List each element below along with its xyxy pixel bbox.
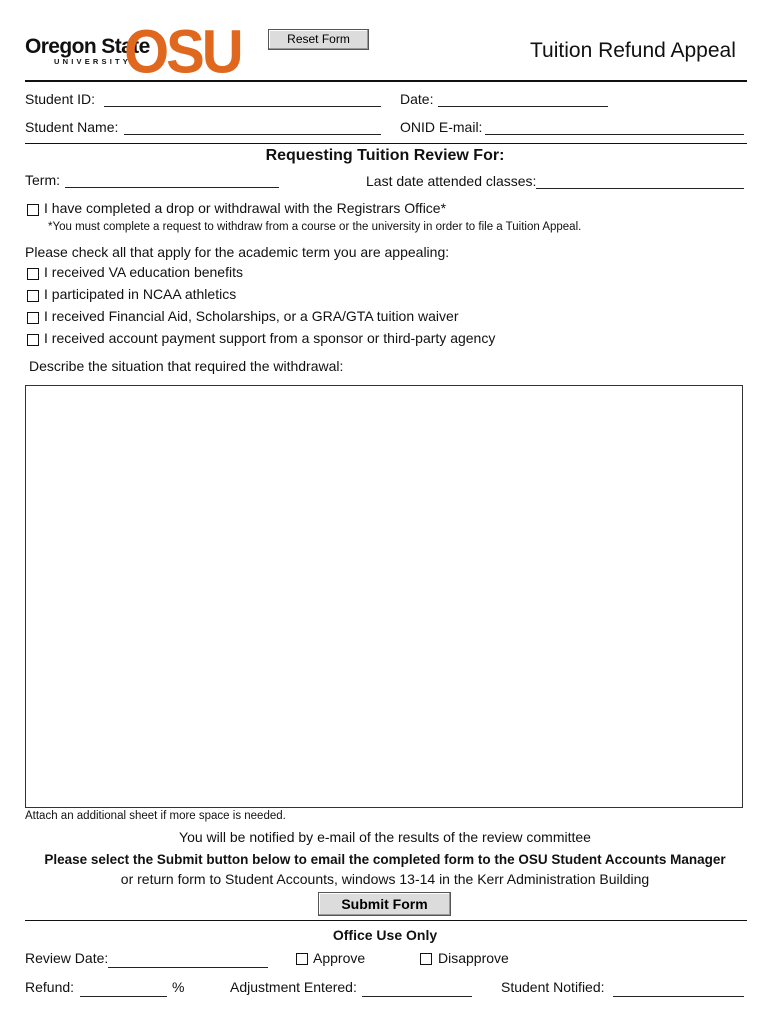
student-name-label: Student Name: <box>25 119 119 135</box>
withdrawal-checkbox[interactable] <box>27 204 39 216</box>
financial-aid-checkbox[interactable] <box>27 312 39 324</box>
onid-email-field[interactable] <box>485 134 744 135</box>
approve-label: Approve <box>313 950 366 966</box>
term-label: Term: <box>25 172 60 188</box>
disapprove-label: Disapprove <box>438 950 509 966</box>
header-divider <box>25 80 747 82</box>
office-divider <box>25 920 747 921</box>
sponsor-support-checkbox[interactable] <box>27 334 39 346</box>
withdrawal-check-label: I have completed a drop or withdrawal with the Registrars Office* <box>44 200 447 216</box>
term-field[interactable] <box>65 187 279 188</box>
description-textarea[interactable] <box>25 385 743 808</box>
onid-email-label: ONID E-mail: <box>400 119 483 135</box>
student-notified-label: Student Notified: <box>501 979 605 995</box>
office-heading: Office Use Only <box>332 927 438 943</box>
last-date-field[interactable] <box>536 188 744 189</box>
date-label: Date: <box>400 91 434 107</box>
disapprove-checkbox[interactable] <box>420 953 432 965</box>
checklist-item: I received account payment support from a sponsor or third-party agency <box>44 330 496 346</box>
section-divider <box>25 143 747 144</box>
notify-text: You will be notified by e-mail of the results of the review committee <box>179 829 591 845</box>
withdrawal-note: *You must complete a request to withdraw from a course or the university in order to file a Tuition Appeal. <box>48 221 582 233</box>
approve-checkbox[interactable] <box>296 953 308 965</box>
va-benefits-checkbox[interactable] <box>27 268 39 280</box>
logo-wordmark: Oregon State <box>25 35 150 58</box>
last-date-label: Last date attended classes: <box>366 173 537 189</box>
checklist-item: I received Financial Aid, Scholarships, or a GRA/GTA tuition waiver <box>44 308 459 324</box>
reset-form-button[interactable]: Reset Form <box>268 29 369 50</box>
adjustment-field[interactable] <box>362 996 472 997</box>
student-id-field[interactable] <box>104 106 381 107</box>
attach-note: Attach an additional sheet if more space is needed. <box>25 810 286 822</box>
ncaa-checkbox[interactable] <box>27 290 39 302</box>
percent-symbol: % <box>172 979 185 995</box>
checklist-prompt: Please check all that apply for the academic term you are appealing: <box>25 244 450 260</box>
checklist-item: I received VA education benefits <box>44 264 243 280</box>
student-id-label: Student ID: <box>25 91 96 107</box>
date-field[interactable] <box>438 106 608 107</box>
review-date-field[interactable] <box>108 967 268 968</box>
return-instruction: or return form to Student Accounts, windows 13-14 in the Kerr Administration Building <box>120 871 650 887</box>
adjustment-label: Adjustment Entered: <box>230 979 357 995</box>
student-notified-field[interactable] <box>613 996 744 997</box>
refund-label: Refund: <box>25 979 75 995</box>
student-name-field[interactable] <box>124 134 381 135</box>
logo-osu-mark: OSU <box>124 17 241 87</box>
submit-form-button[interactable]: Submit Form <box>318 892 451 916</box>
logo-university: UNIVERSITY <box>54 57 132 66</box>
review-heading: Requesting Tuition Review For: <box>265 147 505 164</box>
review-date-label: Review Date: <box>25 950 109 966</box>
form-title: Tuition Refund Appeal <box>530 39 736 62</box>
submit-instruction: Please select the Submit button below to email the completed form to the OSU Student Accounts Manager <box>44 852 726 867</box>
checklist-item: I participated in NCAA athletics <box>44 286 237 302</box>
description-label: Describe the situation that required the withdrawal: <box>29 358 344 374</box>
refund-field[interactable] <box>80 996 167 997</box>
